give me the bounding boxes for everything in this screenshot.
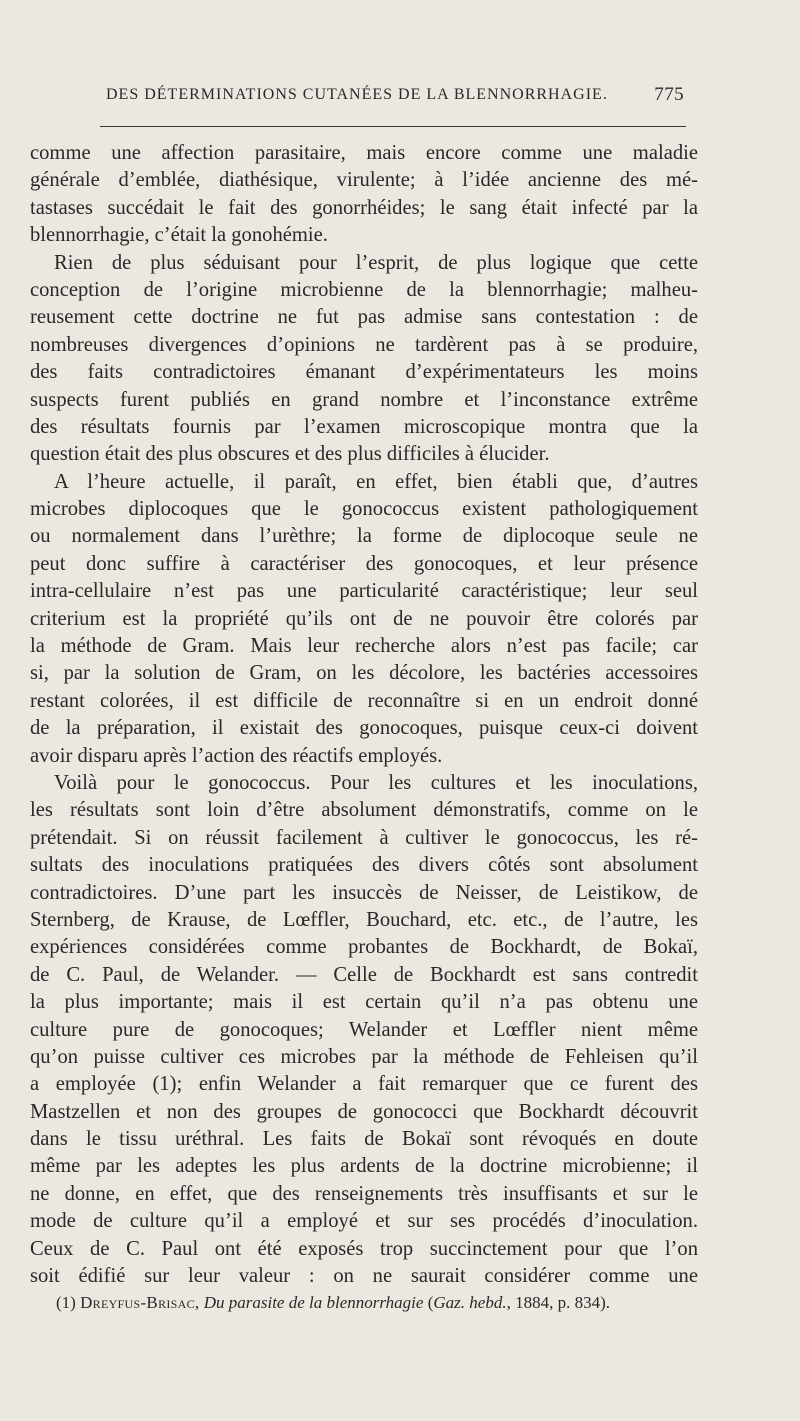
text-line: ne donne, en effet, que des renseignements très insuffisants et sur le <box>30 1182 698 1205</box>
paragraph-start-line: Voilà pour le gonococcus. Pour les cultures et les inoculations, <box>54 771 698 794</box>
text-line: prétendait. Si on réussit facilement à cultiver le gonococcus, les ré- <box>30 826 698 849</box>
footnote-journal: Gaz. hebd. <box>433 1293 507 1312</box>
text-line: reusement cette doctrine ne fut pas admise sans contestation : de <box>30 306 698 329</box>
text-line: tastases succédait le fait des gonorrhéides; le sang était infecté par la <box>30 196 698 219</box>
footnote <box>56 1293 700 1313</box>
text-line: peut donc suffire à caractériser des gonocoques, et leur présence <box>30 552 698 575</box>
running-head <box>100 84 686 108</box>
text-line: dans le tissu uréthral. Les faits de Bokaï sont révoqués en doute <box>30 1128 698 1151</box>
paragraph-start-line: Rien de plus séduisant pour l’esprit, de plus logique que cette <box>54 251 698 274</box>
text-line: expériences considérées comme probantes de Bockhardt, de Bokaï, <box>30 936 698 959</box>
text-line: contradictoires. D’une part les insuccès de Neisser, de Leistikow, de <box>30 881 698 904</box>
paragraph-start-line: A l’heure actuelle, il paraît, en effet, bien établi que, d’autres <box>54 470 698 493</box>
header-rule <box>100 126 686 127</box>
text-line: si, par la solution de Gram, on les décolore, les bactéries accessoires <box>30 662 698 685</box>
text-line: Mastzellen et non des groupes de gonococci que Bockhardt découvrit <box>30 1100 698 1123</box>
text-line: comme une affection parasitaire, mais encore comme une maladie <box>30 142 698 164</box>
text-line: de la préparation, il existait des gonocoques, puisque ceux-ci doivent <box>30 717 698 740</box>
running-title: DES DÉTERMINATIONS CUTANÉES DE LA BLENNORRHAGIE. <box>106 86 608 103</box>
text-line: suspects furent publiés en grand nombre et l’inconstance extrême <box>30 388 698 411</box>
text-line: microbes diplocoques que le gonococcus existent pathologiquement <box>30 498 698 521</box>
text-line: Ceux de C. Paul ont été exposés trop succinctement pour que l’on <box>30 1237 698 1260</box>
text-line: des résultats fournis par l’examen microscopique montra que la <box>30 415 698 438</box>
text-line: Sternberg, de Krause, de Lœffler, Bouchard, etc. etc., de l’autre, les <box>30 908 698 931</box>
text-line: nombreuses divergences d’opinions ne tardèrent pas à se produire, <box>30 333 698 356</box>
text-line: même par les adeptes les plus ardents de la doctrine microbienne; il <box>30 1155 698 1178</box>
text-line: conception de l’origine microbienne de la blennorrhagie; malheu- <box>30 278 698 301</box>
text-line: restant colorées, il est difficile de reconnaître si en un endroit donné <box>30 689 698 712</box>
text-line: des faits contradictoires émanant d’expérimentateurs les moins <box>30 361 698 384</box>
text-line: générale d’emblée, diathésique, virulente; à l’idée ancienne des mé- <box>30 169 698 192</box>
text-line: culture pure de gonocoques; Welander et Lœffler nient même <box>30 1018 698 1041</box>
text-line: ou normalement dans l’urèthre; la forme de diplocoque seule ne <box>30 525 698 548</box>
text-line: intra-cellulaire n’est pas une particularité caractéristique; leur seul <box>30 580 698 603</box>
text-line: soit édifié sur leur valeur : on ne saurait considérer comme une <box>30 1265 698 1288</box>
footnote-rest: , 1884, p. 834). <box>506 1293 610 1312</box>
page-number: 775 <box>654 84 684 105</box>
body-text <box>30 140 698 1290</box>
text-line: avoir disparu après l’action des réactifs employés. <box>30 744 443 767</box>
footnote-title: Du parasite de la blennorrhagie <box>203 1293 424 1312</box>
text-line: question était des plus obscures et des plus difficiles à élucider. <box>30 443 550 466</box>
text-line: a employée (1); enfin Welander a fait remarquer que ce furent des <box>30 1073 698 1096</box>
footnote-source-open: ( <box>427 1293 434 1312</box>
footnote-author: Dreyfus-Brisac, <box>80 1293 200 1312</box>
text-line: mode de culture qu’il a employé et sur ses procédés d’inoculation. <box>30 1210 698 1233</box>
text-line: la plus importante; mais il est certain qu’il n’a pas obtenu une <box>30 991 698 1014</box>
footnote-marker: (1) <box>56 1293 76 1312</box>
text-line: de C. Paul, de Welander. — Celle de Bockhardt est sans contredit <box>30 963 698 986</box>
text-line: la méthode de Gram. Mais leur recherche alors n’est pas facile; car <box>30 635 698 658</box>
text-line: criterium est la propriété qu’ils ont de ne pouvoir être colorés par <box>30 607 698 630</box>
text-line: les résultats sont loin d’être absolument démonstratifs, comme on le <box>30 799 698 822</box>
text-line: qu’on puisse cultiver ces microbes par la méthode de Fehleisen qu’il <box>30 1045 698 1068</box>
text-line: blennorrhagie, c’était la gonohémie. <box>30 224 328 247</box>
text-line: sultats des inoculations pratiquées des divers côtés sont absolument <box>30 854 698 877</box>
